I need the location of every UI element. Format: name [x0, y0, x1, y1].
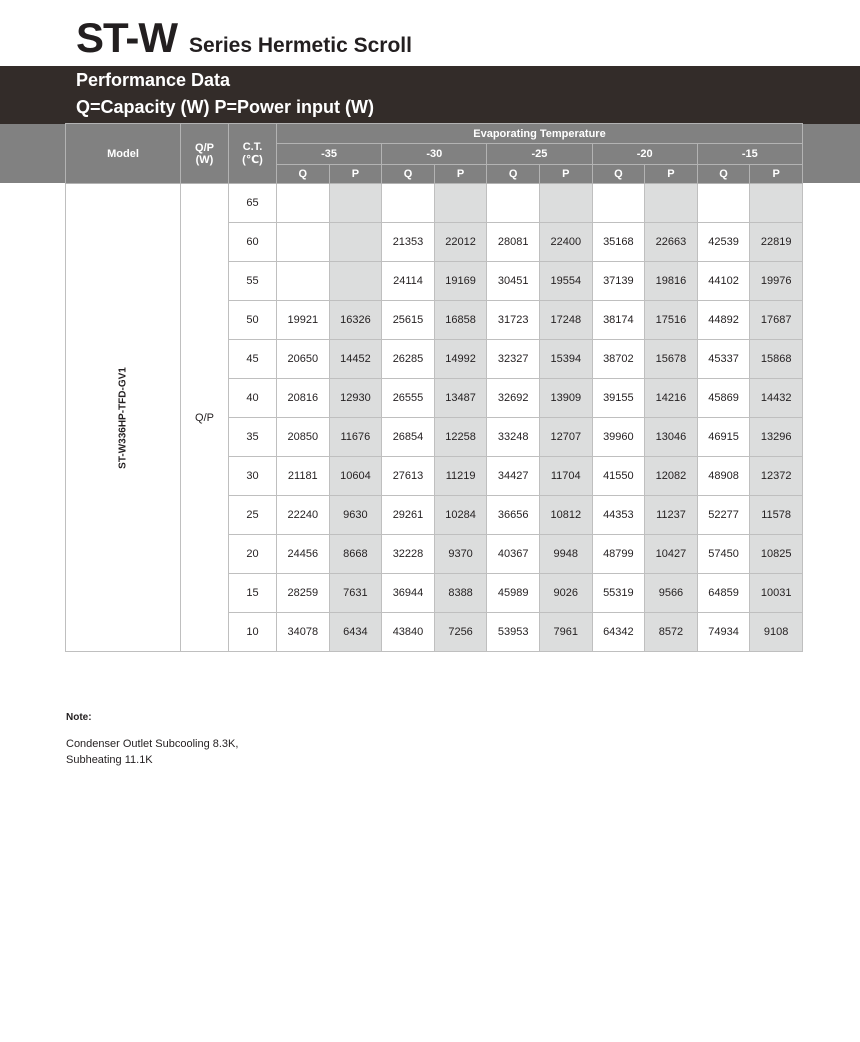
capacity-cell: 20850 [277, 418, 330, 457]
capacity-cell: 26555 [382, 379, 435, 418]
capacity-cell: 44353 [592, 496, 645, 535]
power-cell: 11704 [539, 457, 592, 496]
power-cell: 19976 [750, 262, 803, 301]
capacity-cell: 21353 [382, 223, 435, 262]
ct-header: C.T. (℃) [229, 124, 277, 184]
power-cell [329, 262, 382, 301]
ct-cell: 35 [229, 418, 277, 457]
p-subheader: P [750, 165, 803, 184]
capacity-cell: 34427 [487, 457, 540, 496]
ct-cell: 20 [229, 535, 277, 574]
capacity-cell: 37139 [592, 262, 645, 301]
q-subheader: Q [487, 165, 540, 184]
power-cell [329, 223, 382, 262]
power-cell: 11676 [329, 418, 382, 457]
power-cell: 9566 [645, 574, 698, 613]
capacity-cell: 36656 [487, 496, 540, 535]
power-cell: 16326 [329, 301, 382, 340]
power-cell [750, 184, 803, 223]
evaporating-temp-header: Evaporating Temperature [277, 124, 803, 144]
power-cell: 12707 [539, 418, 592, 457]
q-subheader: Q [277, 165, 330, 184]
ct-cell: 55 [229, 262, 277, 301]
capacity-cell: 19921 [277, 301, 330, 340]
qp-header: Q/P (W) [181, 124, 229, 184]
capacity-cell [277, 184, 330, 223]
power-cell: 15868 [750, 340, 803, 379]
q-subheader: Q [592, 165, 645, 184]
power-cell: 15678 [645, 340, 698, 379]
power-cell: 7256 [434, 613, 487, 652]
capacity-cell: 32327 [487, 340, 540, 379]
capacity-cell: 32692 [487, 379, 540, 418]
ct-cell: 30 [229, 457, 277, 496]
capacity-cell [487, 184, 540, 223]
capacity-cell: 24456 [277, 535, 330, 574]
power-cell: 15394 [539, 340, 592, 379]
capacity-cell: 29261 [382, 496, 435, 535]
evap-temp-header: -25 [487, 144, 592, 165]
power-cell: 22400 [539, 223, 592, 262]
capacity-cell: 38174 [592, 301, 645, 340]
model-cell [66, 184, 181, 652]
power-cell: 11578 [750, 496, 803, 535]
model-header: Model [66, 124, 181, 184]
ct-cell: 60 [229, 223, 277, 262]
ct-cell: 65 [229, 184, 277, 223]
evap-temp-header: -15 [697, 144, 802, 165]
capacity-cell: 40367 [487, 535, 540, 574]
power-cell: 12372 [750, 457, 803, 496]
capacity-cell: 26854 [382, 418, 435, 457]
performance-table [65, 123, 803, 652]
capacity-cell: 30451 [487, 262, 540, 301]
capacity-cell: 44102 [697, 262, 750, 301]
capacity-cell: 39155 [592, 379, 645, 418]
capacity-cell: 53953 [487, 613, 540, 652]
capacity-cell: 48908 [697, 457, 750, 496]
capacity-cell: 64342 [592, 613, 645, 652]
capacity-cell: 32228 [382, 535, 435, 574]
model-name: ST-W336HP-TFD-GV1 [117, 366, 129, 469]
power-cell: 9026 [539, 574, 592, 613]
power-cell: 10284 [434, 496, 487, 535]
capacity-cell: 20650 [277, 340, 330, 379]
power-cell: 9948 [539, 535, 592, 574]
qp-cell: Q/P [181, 184, 229, 652]
power-cell: 17516 [645, 301, 698, 340]
evap-temp-header: -20 [592, 144, 697, 165]
capacity-cell: 64859 [697, 574, 750, 613]
power-cell: 8388 [434, 574, 487, 613]
power-cell: 9108 [750, 613, 803, 652]
capacity-cell: 34078 [277, 613, 330, 652]
power-cell: 16858 [434, 301, 487, 340]
capacity-cell: 43840 [382, 613, 435, 652]
power-cell: 17248 [539, 301, 592, 340]
power-cell [645, 184, 698, 223]
capacity-cell: 20816 [277, 379, 330, 418]
power-cell: 11237 [645, 496, 698, 535]
capacity-cell: 28081 [487, 223, 540, 262]
capacity-cell [277, 223, 330, 262]
q-subheader: Q [697, 165, 750, 184]
capacity-cell: 21181 [277, 457, 330, 496]
capacity-cell: 27613 [382, 457, 435, 496]
capacity-cell: 57450 [697, 535, 750, 574]
p-subheader: P [539, 165, 592, 184]
note-line: Subheating 11.1K [66, 754, 153, 766]
capacity-cell: 45989 [487, 574, 540, 613]
power-cell [539, 184, 592, 223]
power-cell [329, 184, 382, 223]
power-cell: 11219 [434, 457, 487, 496]
capacity-cell: 45869 [697, 379, 750, 418]
capacity-cell: 44892 [697, 301, 750, 340]
power-cell: 6434 [329, 613, 382, 652]
evap-temp-header: -30 [382, 144, 487, 165]
capacity-cell [277, 262, 330, 301]
power-cell: 13487 [434, 379, 487, 418]
capacity-cell: 33248 [487, 418, 540, 457]
power-cell: 10427 [645, 535, 698, 574]
power-cell: 12930 [329, 379, 382, 418]
page-title [76, 14, 412, 62]
ct-cell: 15 [229, 574, 277, 613]
ct-cell: 40 [229, 379, 277, 418]
series-title: Series Hermetic Scroll [188, 34, 412, 57]
capacity-cell: 22240 [277, 496, 330, 535]
p-subheader: P [329, 165, 382, 184]
capacity-cell: 24114 [382, 262, 435, 301]
power-cell: 13296 [750, 418, 803, 457]
power-cell: 7961 [539, 613, 592, 652]
power-cell: 14452 [329, 340, 382, 379]
power-cell: 7631 [329, 574, 382, 613]
p-subheader: P [434, 165, 487, 184]
power-cell: 10604 [329, 457, 382, 496]
capacity-cell: 48799 [592, 535, 645, 574]
capacity-cell: 39960 [592, 418, 645, 457]
power-cell: 14992 [434, 340, 487, 379]
capacity-cell [382, 184, 435, 223]
note-title: Note: [66, 712, 92, 723]
evap-temp-header: -35 [277, 144, 382, 165]
capacity-cell: 25615 [382, 301, 435, 340]
capacity-cell: 31723 [487, 301, 540, 340]
power-cell: 17687 [750, 301, 803, 340]
ct-cell: 50 [229, 301, 277, 340]
table-row [66, 184, 803, 223]
power-cell: 22663 [645, 223, 698, 262]
capacity-cell: 45337 [697, 340, 750, 379]
section-title: Performance Data [76, 70, 231, 90]
capacity-cell [697, 184, 750, 223]
capacity-cell: 74934 [697, 613, 750, 652]
power-cell: 14216 [645, 379, 698, 418]
ct-cell: 25 [229, 496, 277, 535]
capacity-cell: 52277 [697, 496, 750, 535]
power-cell: 8668 [329, 535, 382, 574]
power-cell: 14432 [750, 379, 803, 418]
capacity-cell: 26285 [382, 340, 435, 379]
power-cell: 13046 [645, 418, 698, 457]
capacity-cell [592, 184, 645, 223]
power-cell: 8572 [645, 613, 698, 652]
power-cell: 10812 [539, 496, 592, 535]
power-cell: 19554 [539, 262, 592, 301]
legend-line: Q=Capacity (W) P=Power input (W) [76, 97, 375, 117]
power-cell: 12258 [434, 418, 487, 457]
section-header-band [0, 66, 860, 124]
power-cell: 19816 [645, 262, 698, 301]
series-code: ST-W [76, 14, 177, 61]
ct-cell: 10 [229, 613, 277, 652]
power-cell: 10825 [750, 535, 803, 574]
capacity-cell: 42539 [697, 223, 750, 262]
power-cell: 9630 [329, 496, 382, 535]
power-cell: 22012 [434, 223, 487, 262]
capacity-cell: 35168 [592, 223, 645, 262]
capacity-cell: 36944 [382, 574, 435, 613]
table-body [66, 184, 803, 652]
p-subheader: P [645, 165, 698, 184]
capacity-cell: 28259 [277, 574, 330, 613]
q-subheader: Q [382, 165, 435, 184]
power-cell: 22819 [750, 223, 803, 262]
power-cell: 12082 [645, 457, 698, 496]
note-line: Condenser Outlet Subcooling 8.3K, [66, 738, 239, 750]
capacity-cell: 41550 [592, 457, 645, 496]
power-cell: 10031 [750, 574, 803, 613]
power-cell: 13909 [539, 379, 592, 418]
note-text [66, 736, 238, 768]
capacity-cell: 38702 [592, 340, 645, 379]
ct-cell: 45 [229, 340, 277, 379]
power-cell: 9370 [434, 535, 487, 574]
capacity-cell: 55319 [592, 574, 645, 613]
capacity-cell: 46915 [697, 418, 750, 457]
power-cell [434, 184, 487, 223]
power-cell: 19169 [434, 262, 487, 301]
